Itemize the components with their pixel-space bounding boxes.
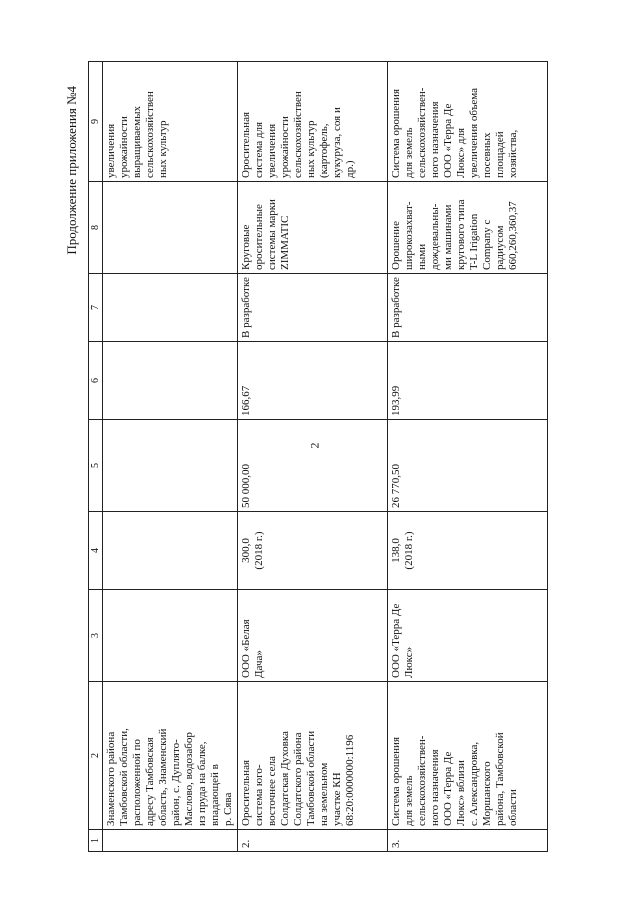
technology: Орошение широкозахват- ными дождевальны- ми машинами кругового типа T-L Irigation Company с радиусом 660,260,360,37 [388,182,548,274]
row-number: 3. [388,830,548,852]
purpose: Оросительная система для увеличения урожайности сельскохозяйствен ных культур (картофель, кукуруза, соя и др.) [238,62,388,182]
technology: Круговые оросительные системы марки ZIMMATIC [238,182,388,274]
technology [103,182,238,274]
organization: ООО «Терра Де Люкс» [388,590,548,682]
column-number: 8 [89,182,103,274]
object-description: Оросительная система юго- восточнее села Солдатская Духовка Солдатского района Тамбовской области на земельном участке КН 68:20:0000000:1196 [238,682,388,830]
table-row [388,62,548,852]
object-description: Знаменского района Тамбовской области, расположенной по адресу Тамбовская область, Знаменский район, с. Дуплято- Маслово, водозабор из пруда на балке, впадающей в р. Сява [103,682,238,830]
column-number: 3 [89,590,103,682]
appendix-table [88,61,548,852]
status: В разработке [388,274,548,342]
column-number: 2 [89,682,103,830]
column-number: 4 [89,512,103,590]
column-number-row [89,62,103,852]
continuation-title: Продолжение приложения №4 [64,86,79,255]
organization [103,590,238,682]
column-number: 5 [89,420,103,512]
row-number [103,830,238,852]
area [103,512,238,590]
column-number: 1 [89,830,103,852]
column-number: 7 [89,274,103,342]
status [103,274,238,342]
cost: 26 770,50 [388,420,548,512]
column-number: 6 [89,342,103,420]
row-number: 2. [238,830,388,852]
purpose: увеличения урожайности выращиваемых сельскохозяйствен ных культур [103,62,238,182]
column-number: 9 [89,62,103,182]
area: 138,0 (2018 г.) [388,512,548,590]
page-number: 2 [307,442,322,449]
status: В разработке [238,274,388,342]
unit-cost: 166,67 [238,342,388,420]
unit-cost [103,342,238,420]
rotated-table-block [64,52,570,852]
table-row [238,62,388,852]
table-row [103,62,238,852]
cost [103,420,238,512]
area: 300,0 (2018 г.) [238,512,388,590]
organization: ООО «Белая Дача» [238,590,388,682]
cost: 50 000,00 [238,420,388,512]
object-description: Система орошения для земель сельскохозяйствен- ного назначения ООО «Терра Де Люкс» вблизи с. Александровка, Моршанского района, Тамбовской области [388,682,548,830]
unit-cost: 193,99 [388,342,548,420]
purpose: Система орошения для земель сельскохозяйствен- ного назначения ООО «Терра Де Люкс» для увеличения объема посевных площадей хозяйства, [388,62,548,182]
